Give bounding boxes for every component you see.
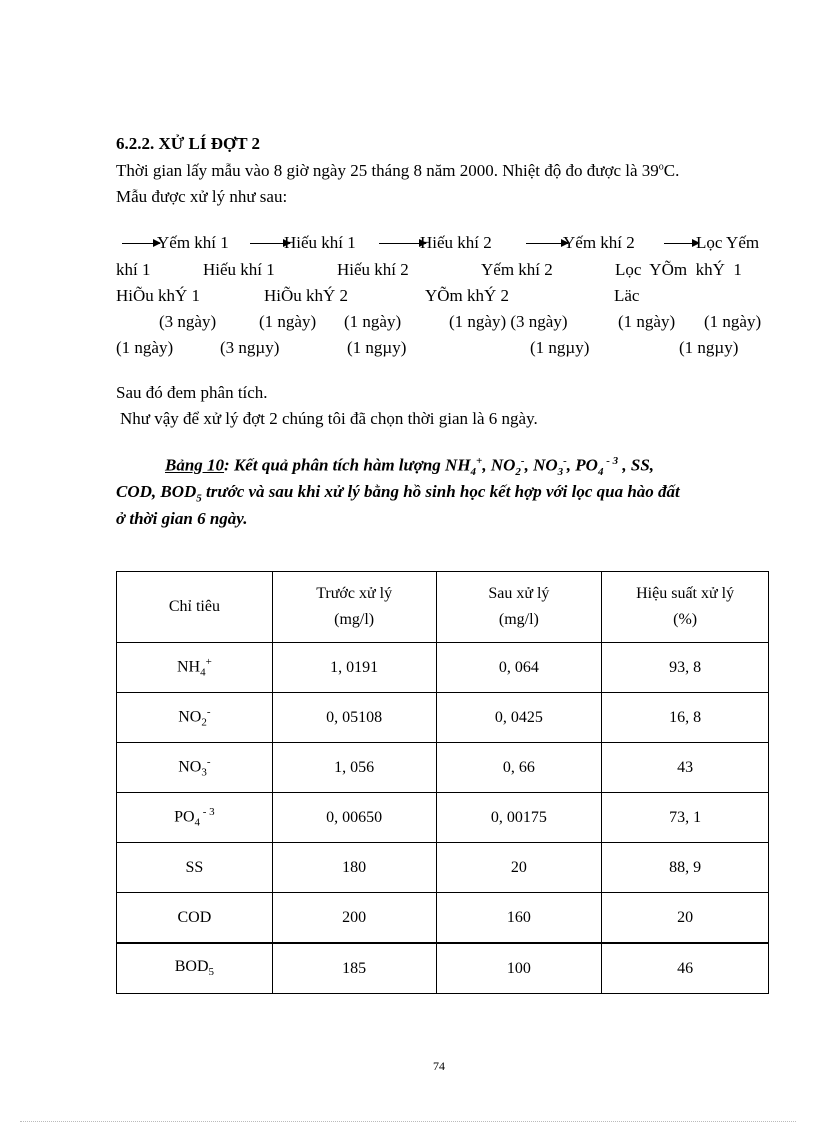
efficiency-value: 20 [602, 893, 769, 944]
parameter-name: BOD [174, 958, 209, 976]
degree-sign: o [658, 161, 664, 173]
caption-text: , PO [566, 455, 598, 475]
section-heading: 6.2.2. XỬ LÍ ĐỢT 2 [116, 134, 261, 153]
before-value: 1, 056 [272, 743, 436, 793]
after-line-1: Sau đó đem phân tích. [116, 383, 268, 402]
parameter-name: NO [178, 708, 202, 726]
table-row [117, 793, 769, 843]
flow-step: Lọc Yếm [696, 233, 760, 252]
efficiency-value: 88, 9 [602, 843, 769, 893]
parameter-sup: - 3 [200, 806, 215, 819]
header-label: Trước xử lý [316, 585, 393, 602]
flow-text: Yếm khí 2 [481, 260, 553, 279]
flow-duration: (1 ngày) (3 ngày) [449, 312, 568, 331]
table-row [117, 943, 769, 994]
intro-line-1-end: C. [663, 161, 680, 180]
flow-arrow [122, 243, 160, 244]
caption-text: COD, BOD [116, 482, 197, 501]
flow-text: YÕm khÝ 2 [425, 286, 510, 305]
flow-duration: (1 ngày) [259, 312, 317, 331]
flow-duration: (1 ngày) [618, 312, 676, 331]
flow-step: Hiếu khí 1 [284, 233, 356, 252]
caption-sup: - 3 [603, 455, 619, 467]
caption-line-3: ở thời gian 6 ngày. [116, 509, 248, 528]
flow-duration: (1 ngày) [704, 312, 762, 331]
column-header [272, 572, 436, 643]
caption-sub: 4 [470, 466, 477, 479]
flow-arrow [526, 243, 568, 244]
after-value: 0, 0425 [436, 693, 602, 743]
before-value: 200 [272, 893, 436, 944]
efficiency-value: 46 [602, 943, 769, 994]
caption-text: , SS, [618, 455, 655, 475]
caption-sub: 5 [196, 492, 202, 505]
parameter-cell [117, 893, 273, 944]
caption-sub: 4 [597, 466, 604, 479]
table-row [117, 643, 769, 693]
parameter-cell [117, 793, 273, 843]
after-line-2: Như vậy để xử lý đợt 2 chúng tôi đã chọn thời gian là 6 ngày. [120, 409, 538, 428]
flow-text: HiÕu khÝ 2 [264, 286, 349, 305]
header-label: Chỉ tiêu [168, 598, 220, 615]
parameter-cell [117, 943, 273, 994]
flow-duration: (1 ngµy) [347, 338, 407, 357]
caption-text: , NO [524, 455, 558, 475]
efficiency-value: 43 [602, 743, 769, 793]
table-row [117, 743, 769, 793]
after-value: 0, 00175 [436, 793, 602, 843]
intro-line-1-text: Thời gian lấy mẫu vào 8 giờ ngày 25 tháng 8 năm 2000. Nhiệt độ đo được là 39 [116, 161, 659, 180]
caption-sub: 3 [557, 466, 564, 479]
parameter-sub: 4 [194, 816, 201, 829]
parameter-name: NH [176, 658, 201, 676]
flow-text: Hiếu khí 2 [337, 260, 409, 279]
column-header [117, 572, 273, 643]
after-value: 160 [436, 893, 602, 944]
flow-duration: (1 ngµy) [679, 338, 739, 357]
intro-line-2: Mẫu được xử lý như sau: [116, 187, 288, 206]
flow-arrow [379, 243, 426, 244]
caption-text: trước và sau khi xử lý bằng hồ sinh học kết hợp với lọc qua hào đất [201, 482, 680, 501]
intro-line-1 [116, 161, 766, 181]
flow-duration: (3 ngµy) [220, 338, 280, 357]
caption-label: Bảng 10 [165, 455, 225, 475]
flow-step: Yếm khí 2 [563, 233, 635, 252]
page-number: 74 [433, 1059, 445, 1073]
parameter-sup: - [206, 756, 211, 769]
table-header-row [117, 572, 769, 643]
flow-text: Läc [614, 286, 640, 305]
parameter-name: SS [185, 858, 204, 876]
parameter-sup: + [205, 656, 212, 669]
after-value: 0, 66 [436, 743, 602, 793]
caption-sup: - [520, 455, 525, 467]
before-value: 1, 0191 [272, 643, 436, 693]
caption-sup: - [563, 455, 567, 467]
flow-duration: (3 ngày) [159, 312, 217, 331]
parameter-sub: 5 [208, 966, 215, 979]
column-header [602, 572, 769, 643]
header-unit: (mg/l) [498, 611, 539, 628]
header-label: Hiệu suất xử lý [636, 585, 735, 602]
parameter-cell [117, 693, 273, 743]
header-unit: (%) [673, 611, 698, 628]
page-bottom-divider [20, 1121, 796, 1122]
column-header [436, 572, 602, 643]
caption-line-2 [116, 482, 680, 504]
before-value: 185 [272, 943, 436, 994]
parameter-cell [117, 743, 273, 793]
parameter-name: NO [178, 758, 202, 776]
caption-sup: + [476, 455, 483, 467]
parameter-sub: 4 [200, 666, 206, 679]
parameter-cell [117, 643, 273, 693]
after-value: 20 [436, 843, 602, 893]
parameter-sub: 3 [201, 766, 207, 779]
after-value: 0, 064 [436, 643, 602, 693]
parameter-name: PO [174, 808, 195, 826]
flow-step: Hiếu khí 2 [420, 233, 492, 252]
before-value: 0, 00650 [272, 793, 436, 843]
caption-text: , NO [482, 455, 516, 475]
flow-text: Hiếu khí 1 [203, 260, 275, 279]
flow-text: Lọc YÕm khÝ 1 [615, 260, 742, 279]
caption-text: : Kết quả phân tích hàm lượng NH [224, 455, 471, 475]
flow-text: khí 1 [116, 260, 151, 279]
caption-line-1 [165, 455, 654, 478]
parameter-cell [117, 843, 273, 893]
parameter-sub: 2 [201, 716, 207, 729]
parameter-name: COD [177, 908, 212, 926]
flow-duration: (1 ngày) [116, 338, 174, 357]
efficiency-value: 93, 8 [602, 643, 769, 693]
caption-sub: 2 [515, 466, 521, 479]
flow-duration: (1 ngày) [344, 312, 402, 331]
results-table [116, 571, 769, 994]
before-value: 180 [272, 843, 436, 893]
table-row [117, 843, 769, 893]
flow-text: HiÕu khÝ 1 [116, 286, 201, 305]
flow-step: Yếm khí 1 [157, 233, 229, 252]
header-unit: (mg/l) [334, 611, 375, 628]
table-row [117, 893, 769, 944]
parameter-sup: - [206, 706, 211, 719]
efficiency-value: 73, 1 [602, 793, 769, 843]
flow-duration: (1 ngµy) [530, 338, 590, 357]
header-label: Sau xử lý [488, 585, 550, 602]
before-value: 0, 05108 [272, 693, 436, 743]
flow-arrow [664, 243, 699, 244]
after-value: 100 [436, 943, 602, 994]
table-row [117, 693, 769, 743]
efficiency-value: 16, 8 [602, 693, 769, 743]
